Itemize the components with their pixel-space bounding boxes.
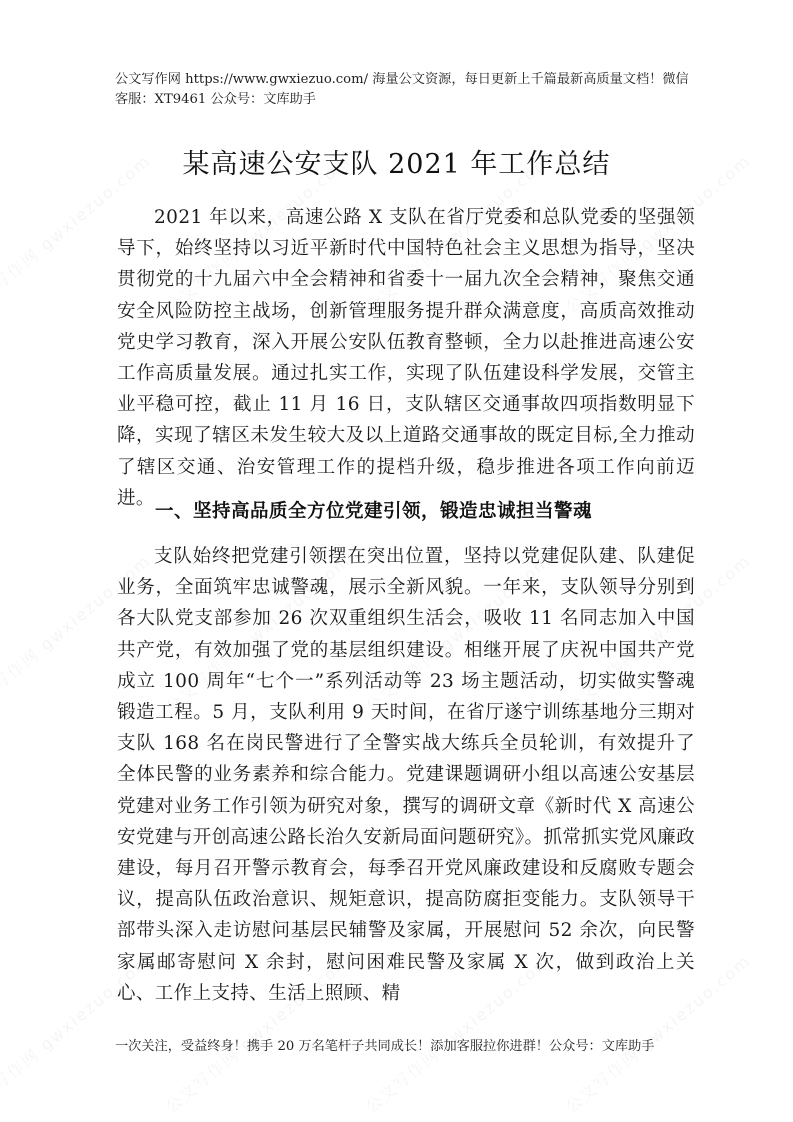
intro-paragraph: 2021 年以来，高速公路 X 支队在省厅党委和总队党委的坚强领导下，始终坚持以习近平新时代中国特色社会主义思想为指导，坚决贯彻党的十九届六中全会精神和省委十一届九次全会精神，聚焦交通安全风险防控主战场，创新管理服务提升群众满意度，高质高效推动党史学习教育，深入开展公安队伍教育整顿，全力以赴推进高速公安工作高质量发展。通过扎实工作，实现了队伍建设科学发展，交管主业平稳可控，截止 11 月 16 日，支队辖区交通事故四项指数明显下降，实现了辖区未发生较大及以上道路交通事故的既定目标,全力推动了辖区交通、治安管理工作的提档升级，稳步推进各项工作向前迈进。 — [117, 207, 695, 509]
page-header-note: 公文写作网 https://www.gwxiezuo.com/ 海量公文资源，每日更新上千篇最新高质量文档！微信客服：XT9461 公众号：文库助手 — [115, 72, 689, 107]
page-footer-note: 一次关注，受益终身！携手 20 万名笔杆子共同成长！添加客服拉你进群！公众号：文库助手 — [115, 1039, 655, 1054]
section-heading: 一、坚持高品质全方位党建引领，锻造忠诚担当警魂 — [155, 501, 593, 522]
document-title: 某高速公安支队 2021 年工作总结 — [182, 149, 611, 180]
section-body-paragraph: 支队始终把党建引领摆在突出位置，坚持以党建促队建、队建促业务，全面筑牢忠诚警魂，展示全新风貌。一年来，支队领导分别到各大队党支部参加 26 次双重组织生活会，吸收 11 名同志加入中国共产党，有效加强了党的基层组织建设。相继开展了庆祝中国共产党成立 100 周年“七个一”系列活动等 23 场主题活动，切实做实警魂锻造工程。5 月，支队利用 9 天时间，在省厅遂宁训练基地分三期对支队 168 名在岗民警进行了全警实战大练兵全员轮训，有效提升了全体民警的业务素养和综合能力。党建课题调研小组以高速公安基层党建对业务工作引领为研究对象，撰写的调研文章《新时代 X 高速公安党建与开创高速公路长治久安新局面问题研究》。抓常抓实党风廉政建设，每月召开警示教育会，每季召开党风廉政建设和反腐败专题会议，提高队伍政治意识、规矩意识，提高防腐拒变能力。支队领导干部带头深入走访慰问基层民辅警及家属，开展慰问 52 余次，向民警家属邮寄慰问 X 余封，慰问困难民警及家属 X 次，做到政治上关心、工作上支持、生活上照顾、精 — [117, 546, 695, 1004]
